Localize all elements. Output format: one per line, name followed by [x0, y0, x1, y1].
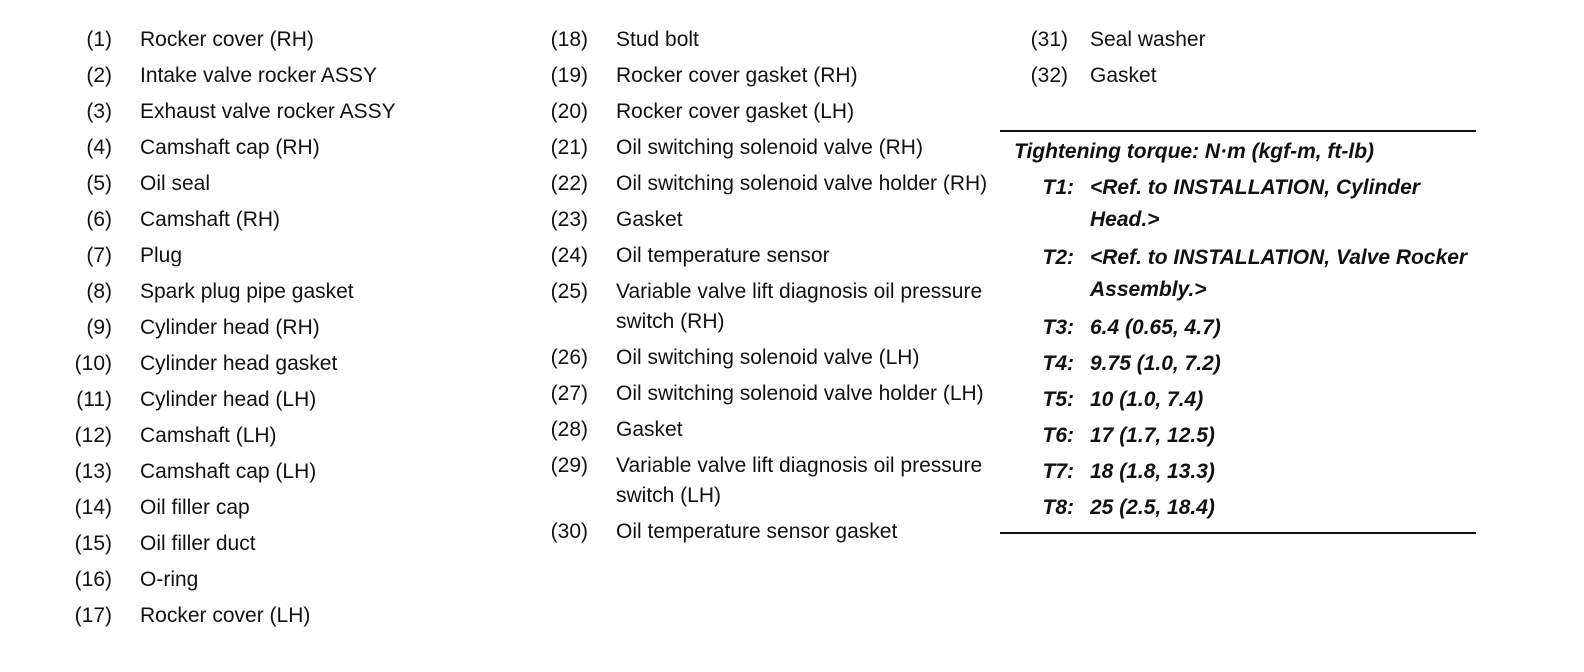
torque-row — [1000, 454, 1476, 490]
part-name: Camshaft (RH) — [140, 208, 281, 231]
part-number: (30) — [550, 520, 588, 543]
part-name: Cylinder head (RH) — [140, 316, 320, 339]
torque-value: 6.4 (0.65, 4.7) — [1090, 316, 1221, 339]
torque-value: <Ref. to INSTALLATION, Cylinder Head.> — [1090, 176, 1420, 231]
torque-key: T1: — [1042, 176, 1074, 199]
list-item — [40, 490, 510, 526]
list-item — [528, 58, 1003, 94]
torque-key: T6: — [1042, 424, 1074, 447]
part-name: Plug — [140, 244, 183, 267]
part-name: Spark plug pipe gasket — [140, 280, 354, 303]
part-name: Oil switching solenoid valve holder (RH) — [616, 172, 988, 195]
list-item — [528, 94, 1003, 130]
list-item — [40, 454, 510, 490]
part-number: (8) — [86, 280, 112, 303]
part-number: (27) — [550, 382, 588, 405]
part-number: (20) — [550, 100, 588, 123]
part-name: Gasket — [616, 208, 683, 231]
list-item — [1012, 22, 1512, 58]
part-number: (19) — [550, 64, 588, 87]
torque-title: Tightening torque: N·m (kgf-m, ft-lb) — [1014, 140, 1375, 163]
part-number: (25) — [550, 280, 588, 303]
part-number: (6) — [86, 208, 112, 231]
list-item — [40, 346, 510, 382]
part-name: Oil filler cap — [140, 496, 250, 519]
part-name: Cylinder head gasket — [140, 352, 338, 375]
part-number: (13) — [74, 460, 112, 483]
list-item — [528, 238, 1003, 274]
part-name: Seal washer — [1090, 28, 1206, 51]
part-name: Oil switching solenoid valve holder (LH) — [616, 382, 984, 405]
part-number: (2) — [86, 64, 112, 87]
part-name: Rocker cover (RH) — [140, 28, 314, 51]
part-name: Oil seal — [140, 172, 211, 195]
torque-row — [1000, 310, 1476, 346]
list-item — [528, 340, 1003, 376]
list-item — [528, 514, 1003, 550]
part-number: (22) — [550, 172, 588, 195]
torque-value: 9.75 (1.0, 7.2) — [1090, 352, 1221, 375]
list-item — [528, 130, 1003, 166]
part-name: Rocker cover gasket (LH) — [616, 100, 855, 123]
part-name: Gasket — [616, 418, 683, 441]
torque-row — [1000, 418, 1476, 454]
list-item — [528, 448, 1003, 514]
torque-key: T3: — [1042, 316, 1074, 339]
torque-key: T8: — [1042, 496, 1074, 519]
parts-list-column-1 — [40, 22, 510, 634]
part-name: Camshaft (LH) — [140, 424, 277, 447]
part-name: Camshaft cap (LH) — [140, 460, 317, 483]
part-name: Oil temperature sensor gasket — [616, 520, 898, 543]
torque-row — [1000, 240, 1476, 310]
torque-key: T2: — [1042, 246, 1074, 269]
list-item — [40, 274, 510, 310]
parts-list-column-3 — [1012, 22, 1512, 94]
part-name: Oil filler duct — [140, 532, 256, 555]
part-name: Rocker cover (LH) — [140, 604, 311, 627]
list-item — [40, 94, 510, 130]
part-number: (24) — [550, 244, 588, 267]
list-item — [40, 382, 510, 418]
list-item — [1012, 58, 1512, 94]
list-item — [40, 202, 510, 238]
part-number: (12) — [74, 424, 112, 447]
torque-value: 25 (2.5, 18.4) — [1090, 496, 1215, 519]
part-number: (29) — [550, 454, 588, 477]
torque-key: T4: — [1042, 352, 1074, 375]
torque-value: 18 (1.8, 13.3) — [1090, 460, 1215, 483]
list-item — [528, 22, 1003, 58]
list-item — [40, 598, 510, 634]
list-item — [40, 526, 510, 562]
part-number: (16) — [74, 568, 112, 591]
list-item — [40, 166, 510, 202]
part-number: (15) — [74, 532, 112, 555]
part-number: (9) — [86, 316, 112, 339]
part-number: (23) — [550, 208, 588, 231]
list-item — [40, 22, 510, 58]
part-name: Variable valve lift diagnosis oil pressure switch (RH) — [616, 280, 983, 333]
list-item — [528, 412, 1003, 448]
part-name: Oil switching solenoid valve (RH) — [616, 136, 923, 159]
torque-row — [1000, 346, 1476, 382]
torque-table — [1000, 130, 1476, 534]
part-name: Gasket — [1090, 64, 1157, 87]
part-name: Exhaust valve rocker ASSY — [140, 100, 396, 123]
part-name: Rocker cover gasket (RH) — [616, 64, 858, 87]
list-item — [528, 274, 1003, 340]
torque-row — [1000, 170, 1476, 240]
part-number: (10) — [74, 352, 112, 375]
part-number: (21) — [550, 136, 588, 159]
part-number: (14) — [74, 496, 112, 519]
torque-value: 17 (1.7, 12.5) — [1090, 424, 1215, 447]
torque-value: <Ref. to INSTALLATION, Valve Rocker Assembly.> — [1090, 246, 1468, 301]
part-name: Oil temperature sensor — [616, 244, 830, 267]
list-item — [528, 376, 1003, 412]
list-item — [528, 166, 1003, 202]
part-number: (26) — [550, 346, 588, 369]
torque-value: 10 (1.0, 7.4) — [1090, 388, 1204, 411]
part-number: (5) — [86, 172, 112, 195]
part-name: Cylinder head (LH) — [140, 388, 317, 411]
part-number: (31) — [1030, 28, 1068, 51]
torque-row — [1000, 382, 1476, 418]
part-number: (32) — [1030, 64, 1068, 87]
torque-row — [1000, 490, 1476, 526]
part-number: (4) — [86, 136, 112, 159]
list-item — [40, 238, 510, 274]
part-number: (1) — [86, 28, 112, 51]
list-item — [40, 58, 510, 94]
list-item — [40, 562, 510, 598]
part-number: (17) — [74, 604, 112, 627]
list-item — [528, 202, 1003, 238]
part-name: O-ring — [140, 568, 199, 591]
part-number: (7) — [86, 244, 112, 267]
part-name: Camshaft cap (RH) — [140, 136, 320, 159]
part-number: (28) — [550, 418, 588, 441]
part-name: Oil switching solenoid valve (LH) — [616, 346, 920, 369]
torque-key: T7: — [1042, 460, 1074, 483]
part-number: (18) — [550, 28, 588, 51]
part-name: Stud bolt — [616, 28, 699, 51]
part-number: (11) — [76, 388, 112, 411]
torque-key: T5: — [1042, 388, 1074, 411]
part-name: Variable valve lift diagnosis oil pressure switch (LH) — [616, 454, 983, 507]
list-item — [40, 130, 510, 166]
part-number: (3) — [86, 100, 112, 123]
list-item — [40, 418, 510, 454]
parts-list-column-2 — [528, 22, 1003, 550]
part-name: Intake valve rocker ASSY — [140, 64, 377, 87]
list-item — [40, 310, 510, 346]
